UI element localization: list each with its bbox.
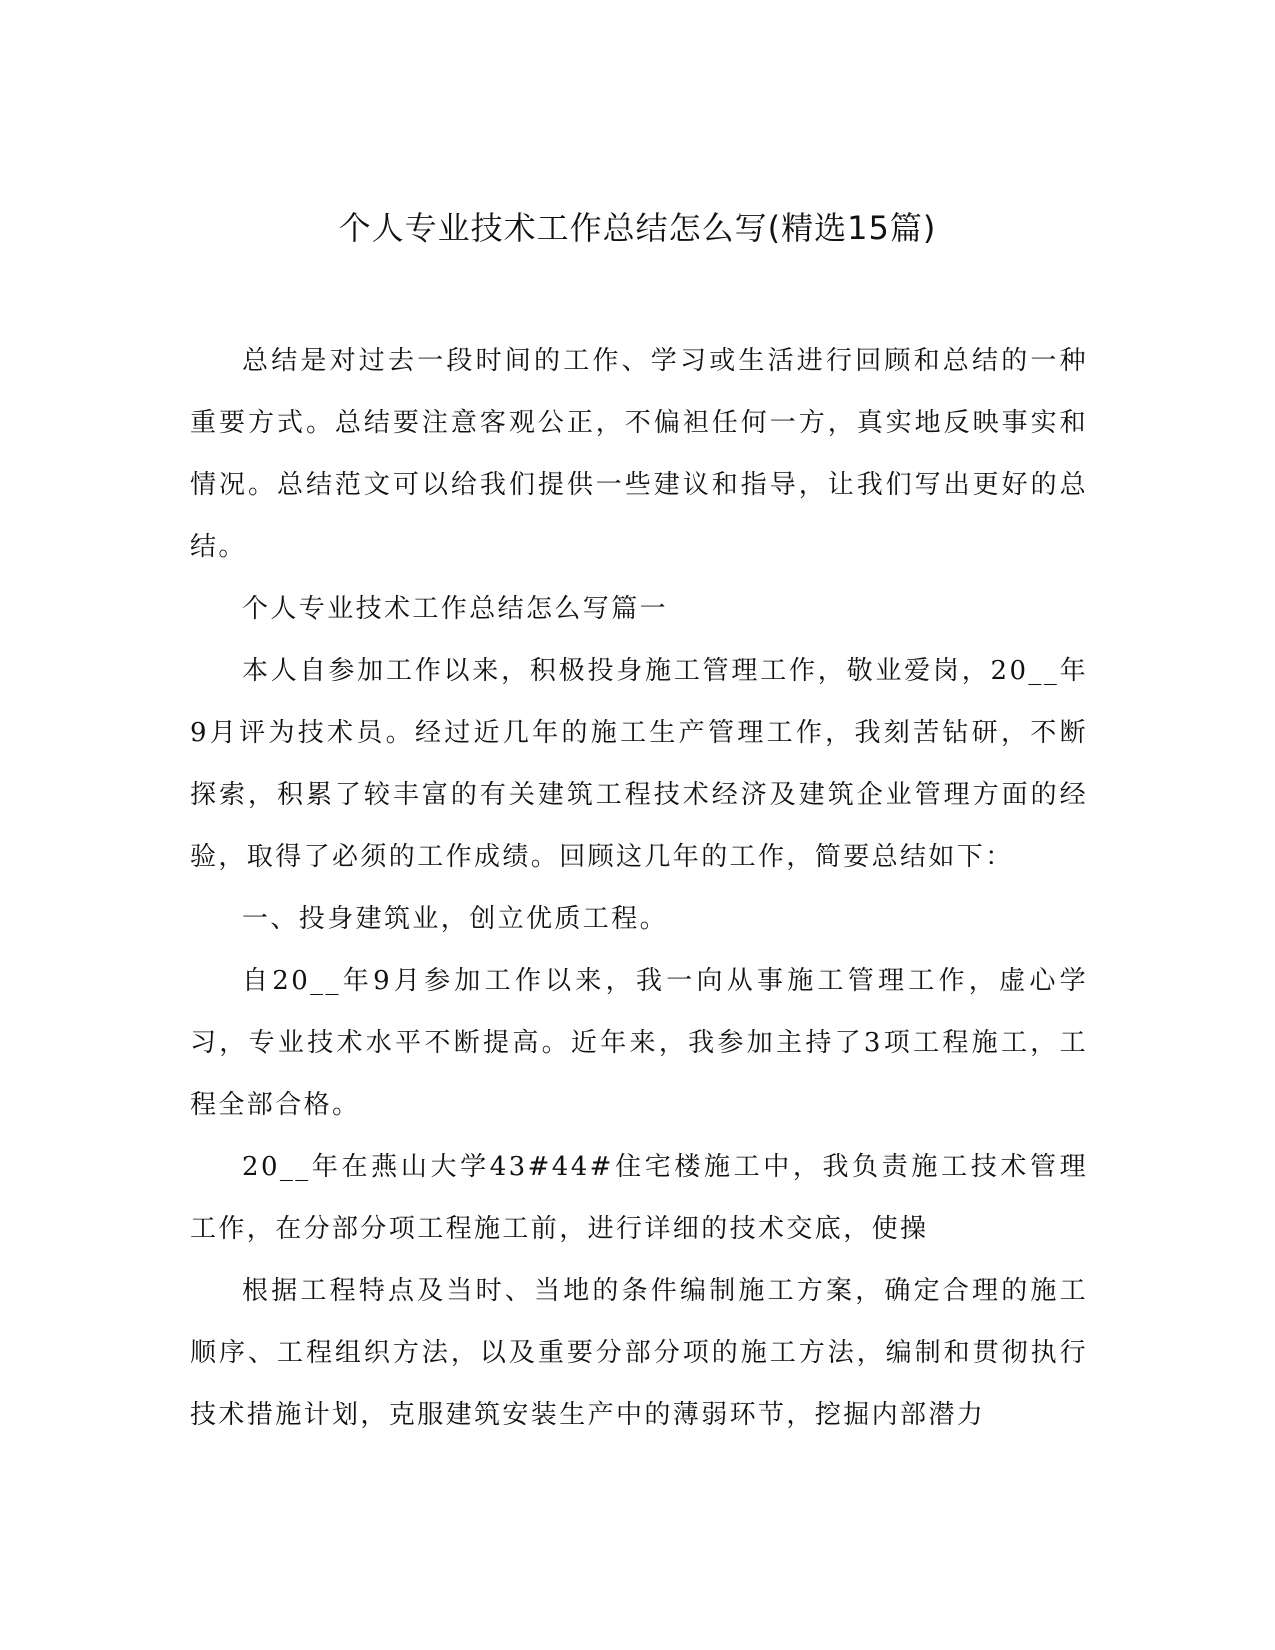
body-paragraph: 20__年在燕山大学43#44#住宅楼施工中，我负责施工技术管理工作，在分部分项工程施工前，进行详细的技术交底，使操 bbox=[190, 1152, 1088, 1244]
document-body bbox=[190, 330, 1088, 1446]
body-paragraph: 根据工程特点及当时、当地的条件编制施工方案，确定合理的施工顺序、工程组织方法，以及重要分部分项的施工方法，编制和贯彻执行技术措施计划，克服建筑安装生产中的薄弱环节，挖掘内部潜力 bbox=[190, 1276, 1088, 1430]
subsection-heading: 一、投身建筑业，创立优质工程。 bbox=[242, 904, 669, 934]
intro-paragraph: 总结是对过去一段时间的工作、学习或生活进行回顾和总结的一种重要方式。总结要注意客观公正，不偏袒任何一方，真实地反映事实和情况。总结范文可以给我们提供一些建议和指导，让我们写出更好的总结。 bbox=[190, 346, 1088, 562]
section-heading: 个人专业技术工作总结怎么写篇一 bbox=[242, 594, 669, 624]
document-title: 个人专业技术工作总结怎么写(精选15篇) bbox=[338, 209, 937, 247]
body-paragraph: 自20__年9月参加工作以来，我一向从事施工管理工作，虚心学习，专业技术水平不断提高。近年来，我参加主持了3项工程施工，工程全部合格。 bbox=[190, 966, 1088, 1120]
body-paragraph: 本人自参加工作以来，积极投身施工管理工作，敬业爱岗，20__年9月评为技术员。经过近几年的施工生产管理工作，我刻苦钻研，不断探索，积累了较丰富的有关建筑工程技术经济及建筑企业管理方面的经验，取得了必须的工作成绩。回顾这几年的工作，简要总结如下： bbox=[190, 656, 1088, 872]
